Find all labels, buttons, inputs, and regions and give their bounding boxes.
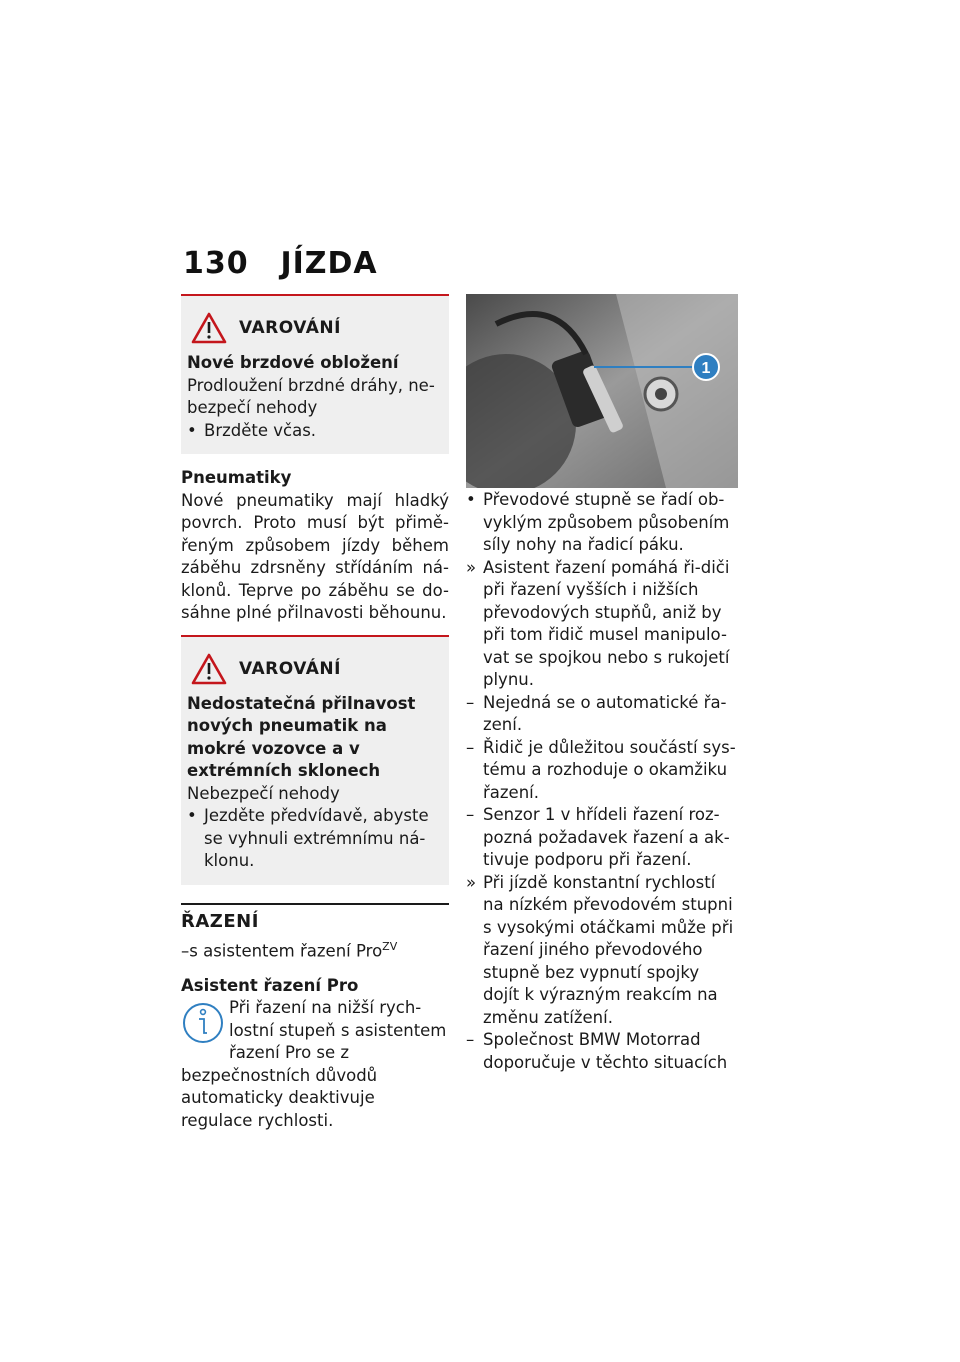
- warning-heading: Nové brzdové obložení: [187, 353, 399, 372]
- list-marker: –: [466, 692, 475, 712]
- tires-heading: Pneumatiky: [181, 468, 292, 487]
- warning-text: Nebezpečí nehody: [187, 783, 340, 803]
- section-subtitle: [181, 936, 449, 963]
- page-title: JÍZDA: [280, 246, 378, 281]
- option-superscript: ZV: [382, 939, 398, 953]
- right-column: [466, 294, 738, 1074]
- warning-triangle-icon: [191, 312, 227, 344]
- list-marker: »: [466, 872, 477, 892]
- tires-text: Nové pneumatiky mají hladký povrch. Proto musí být přimě-řeným způsobem jízdy během záběhu zdrsněny střídáním ná-klonů. Teprve po záběhu se do-sáhne plné přilnavosti běhounu.: [181, 490, 449, 622]
- list-item: [466, 737, 738, 805]
- list-item-text: Převodové stupně se řadí ob-vyklým způsobem působením síly nohy na řadicí páku.: [483, 490, 730, 554]
- page-header: [183, 246, 378, 281]
- list-marker: »: [466, 557, 477, 577]
- shifting-list: [466, 489, 738, 1074]
- list-item-text: Řidič je důležitou součástí sys-tému a rozhoduje o okamžiku řazení.: [483, 737, 736, 802]
- warning-box-tires: [181, 637, 449, 885]
- warning-bullet-text: Jezděte předvídavě, abyste se vyhnuli extrémnímu ná-klonu.: [204, 806, 429, 870]
- subtitle-text: s asistentem řazení Pro: [189, 941, 383, 960]
- shift-sensor-photo: [466, 294, 738, 488]
- list-marker: –: [466, 805, 475, 824]
- warning-triangle-icon: [191, 653, 227, 685]
- warning-header: [191, 653, 441, 685]
- warning-heading: Nedostatečná přilnavost nových pneumatik na mokré vozovce a v extrémních sklonech: [187, 693, 416, 780]
- list-item: [466, 692, 738, 737]
- warning-header: [191, 312, 441, 344]
- list-marker: –: [466, 1030, 475, 1049]
- tires-section: [181, 467, 449, 625]
- info-icon: [181, 999, 225, 1045]
- list-item-text: Nejedná se o automatické řa-zení.: [483, 692, 727, 734]
- list-item: [466, 804, 738, 872]
- assistant-heading: Asistent řazení Pro: [181, 975, 359, 995]
- warning-bullet: • Brzděte včas.: [187, 420, 317, 440]
- warning-bullet: • Jezděte předvídavě, abyste se vyhnuli extrémnímu ná-klonu.: [187, 806, 429, 870]
- list-item: [466, 489, 738, 557]
- list-marker: –: [466, 737, 475, 757]
- callout-number: 1: [701, 360, 711, 377]
- left-column: [181, 294, 449, 1132]
- page-number: 130: [183, 246, 249, 281]
- list-item: [466, 872, 738, 1030]
- list-item: [466, 1029, 738, 1074]
- list-item-text: Senzor 1 v hřídeli řazení roz-pozná požadavek řazení a ak-tivuje podporu při řazení.: [483, 805, 730, 869]
- warning-label: VAROVÁNÍ: [239, 318, 341, 338]
- warning-text: Prodloužení brzdné dráhy, ne-bezpečí nehody: [187, 375, 435, 417]
- list-item-text: Společnost BMW Motorrad doporučuje v těchto situacích: [483, 1030, 728, 1072]
- warning-label: VAROVÁNÍ: [239, 658, 341, 679]
- info-note: [181, 997, 449, 1132]
- section-title: ŘAZENÍ: [181, 910, 259, 932]
- warning-bullet-text: Brzděte včas.: [204, 420, 317, 440]
- warning-box-brake-pads: [181, 294, 449, 454]
- info-text: Při řazení na nižší rych-lostní stupeň s asistentem řazení Pro se z bezpečnostních důvodů automaticky deaktivuje regulace rychlosti.: [181, 998, 447, 1130]
- list-marker: •: [466, 490, 476, 509]
- subtitle-dash: –: [181, 941, 190, 960]
- list-item-text: Při jízdě konstantní rychlostí na nízkém převodovém stupni s vysokými otáčkami může při řazení jiného převodového stupně bez vypnutí spojky dojít k výrazným reakcím na změnu zatížení.: [483, 872, 734, 1027]
- list-item: [466, 557, 738, 692]
- section-divider: [181, 903, 449, 905]
- list-item-text: Asistent řazení pomáhá ři-diči při řazení vyšších i nižších převodových stupňů, aniž by při tom řidič musel manipulo-vat se spojkou nebo s rukojetí plynu.: [483, 557, 730, 689]
